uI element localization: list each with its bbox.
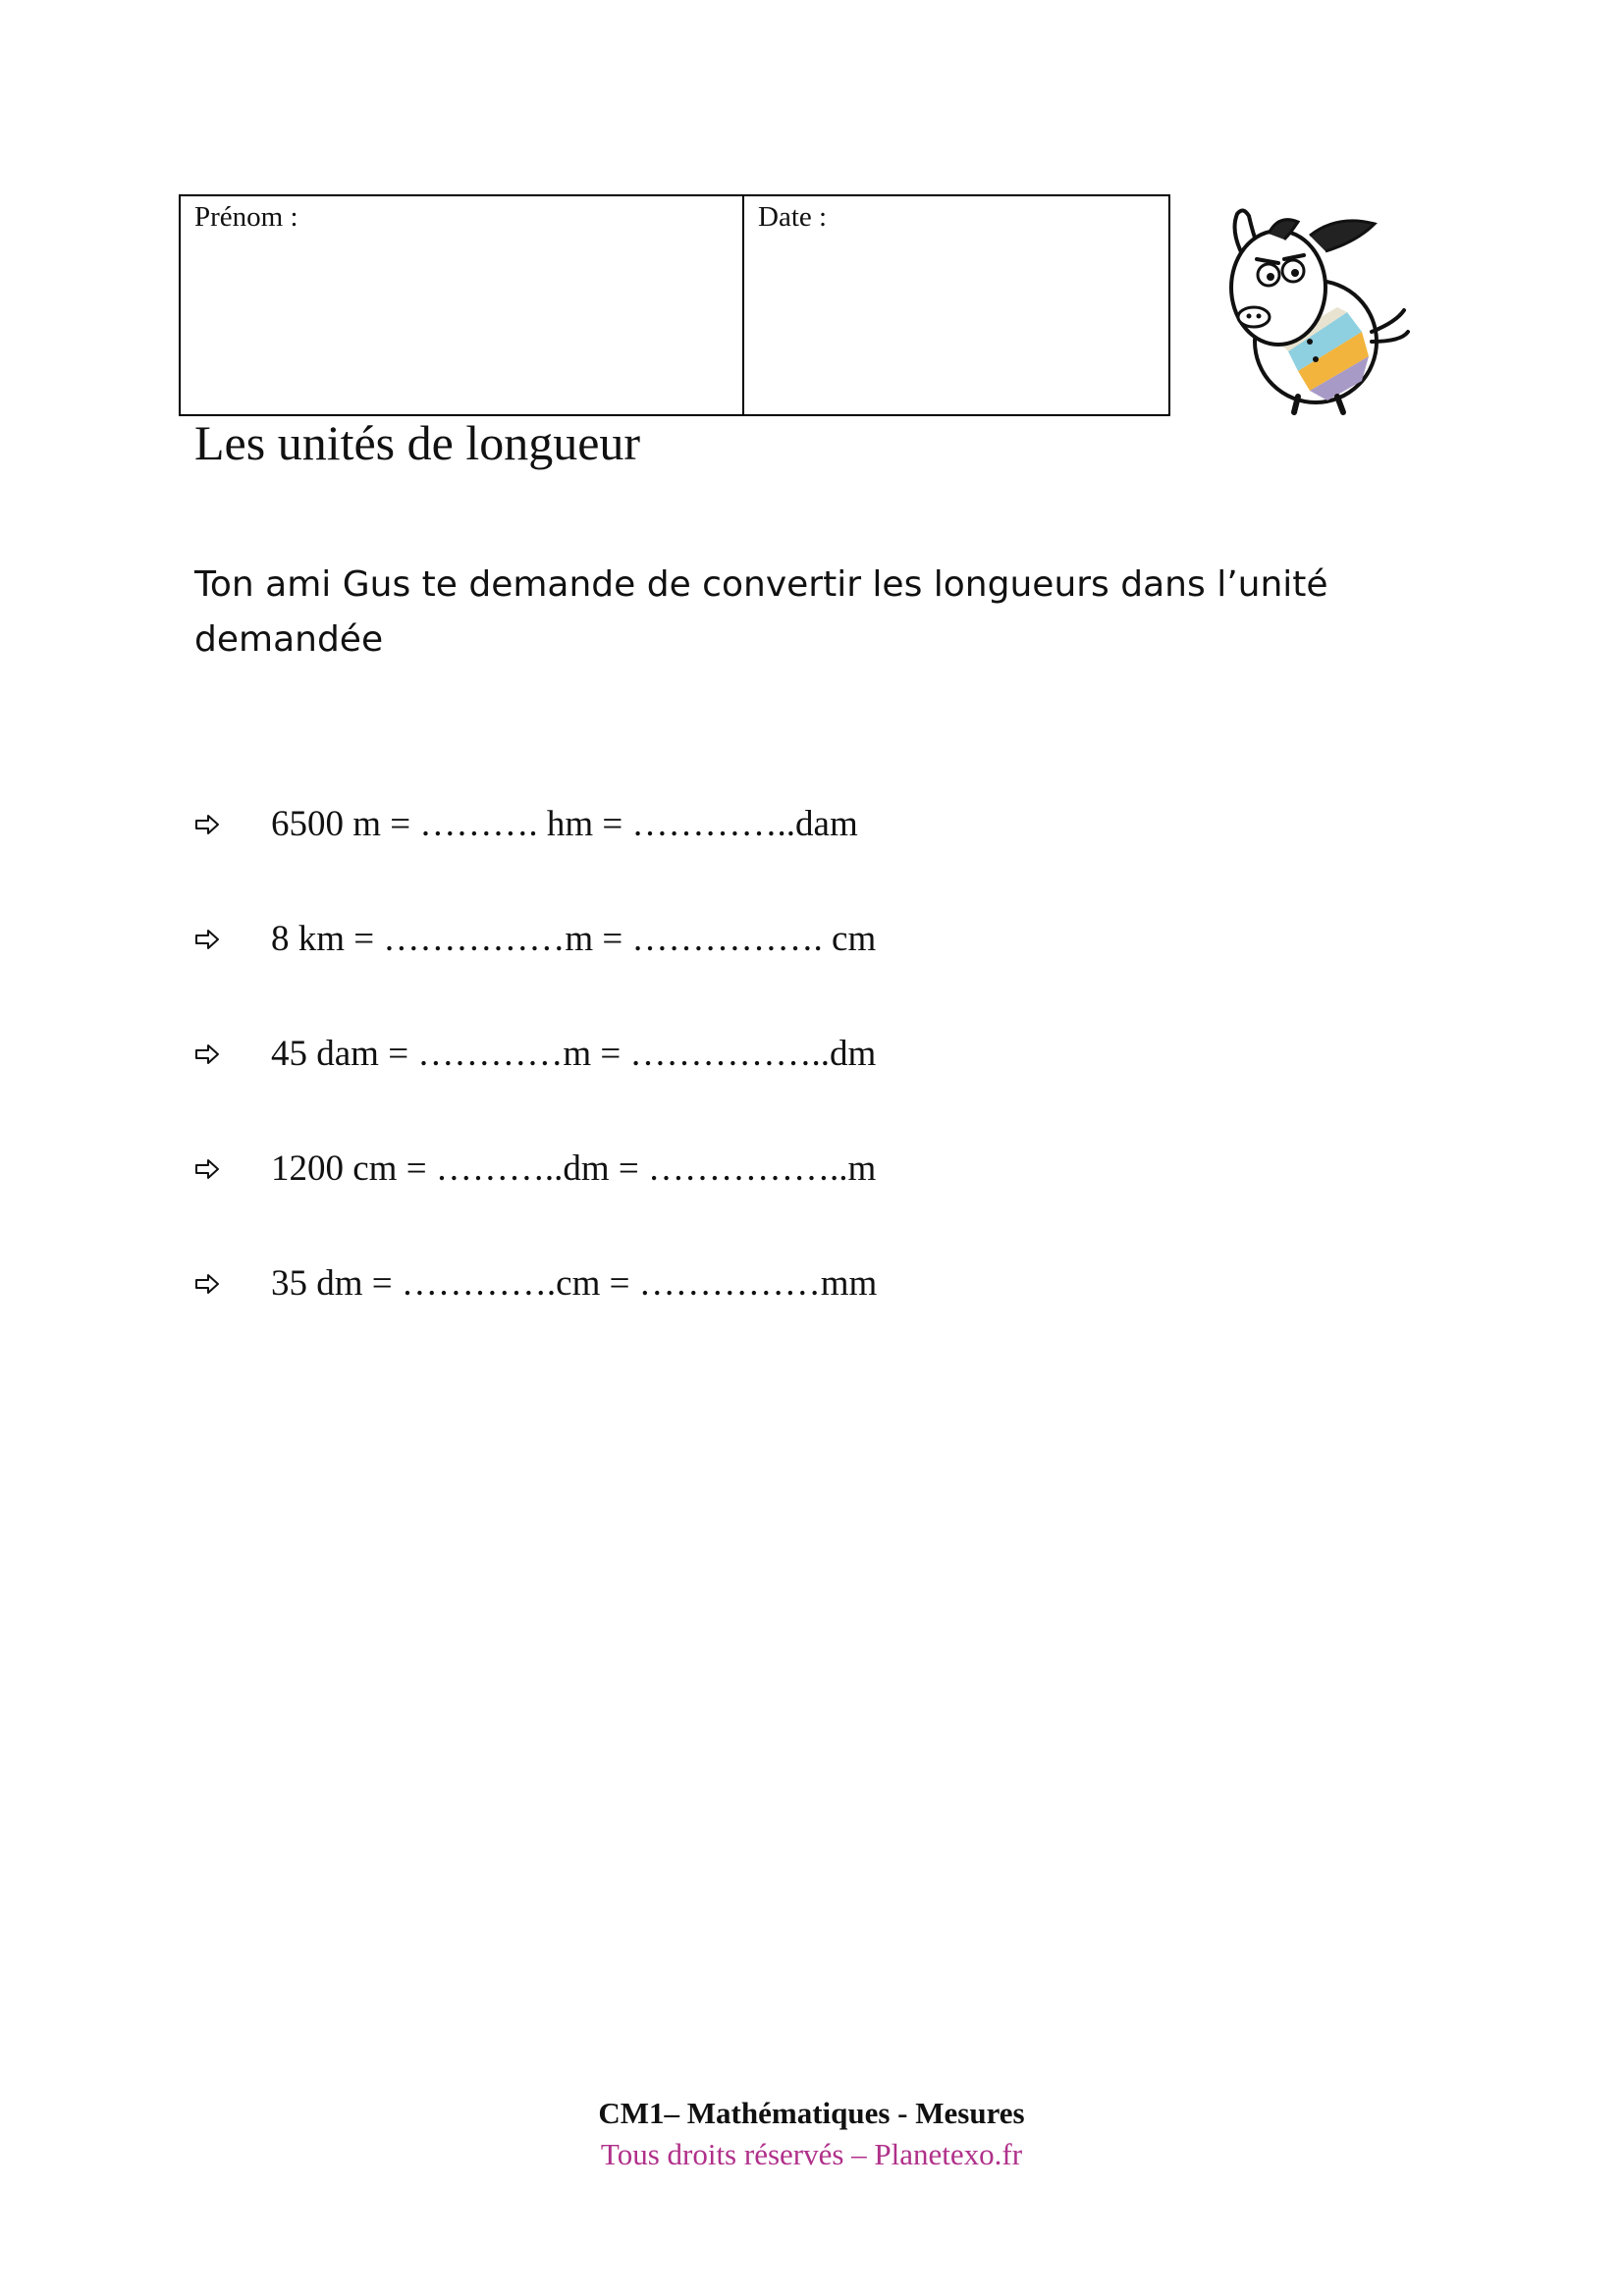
right-arrow-icon [194, 1025, 271, 1084]
exercise-item [194, 1025, 877, 1140]
right-arrow-icon [194, 1140, 271, 1199]
exercise-text: 35 dm = ………….cm = ……………mm [271, 1263, 878, 1304]
exercise-item [194, 1140, 877, 1255]
mascot-svg [1200, 194, 1416, 420]
right-arrow-icon [194, 795, 271, 854]
footer-copyright-line: Tous droits réservés – Planetexo.fr [600, 2137, 1023, 2171]
date-cell[interactable] [744, 196, 1168, 414]
prenom-label: Prénom : [194, 201, 298, 233]
exercise-text: 45 dam = …………m = ……………..dm [271, 1034, 877, 1074]
exercise-item [194, 795, 877, 910]
prenom-cell[interactable] [181, 196, 744, 414]
worksheet-title: Les unités de longueur [194, 415, 641, 470]
gus-mascot-illustration [1200, 194, 1416, 420]
right-arrow-icon [194, 1255, 271, 1313]
exercise-item [194, 910, 877, 1025]
exercise-text: 6500 m = ………. hm = …………..dam [271, 804, 858, 844]
instruction-text: Ton ami Gus te demande de convertir les longueurs dans l’unité demandée [194, 564, 1328, 660]
exercise-item [194, 1255, 877, 1369]
date-label: Date : [758, 201, 828, 233]
exercise-list [194, 795, 877, 1369]
exercise-text: 8 km = ……………m = ……………. cm [271, 919, 877, 959]
footer-course-line: CM1– Mathématiques - Mesures [598, 2096, 1025, 2130]
right-arrow-icon [194, 910, 271, 969]
exercise-text: 1200 cm = ………..dm = ……………..m [271, 1148, 877, 1189]
student-info-table [179, 194, 1170, 416]
